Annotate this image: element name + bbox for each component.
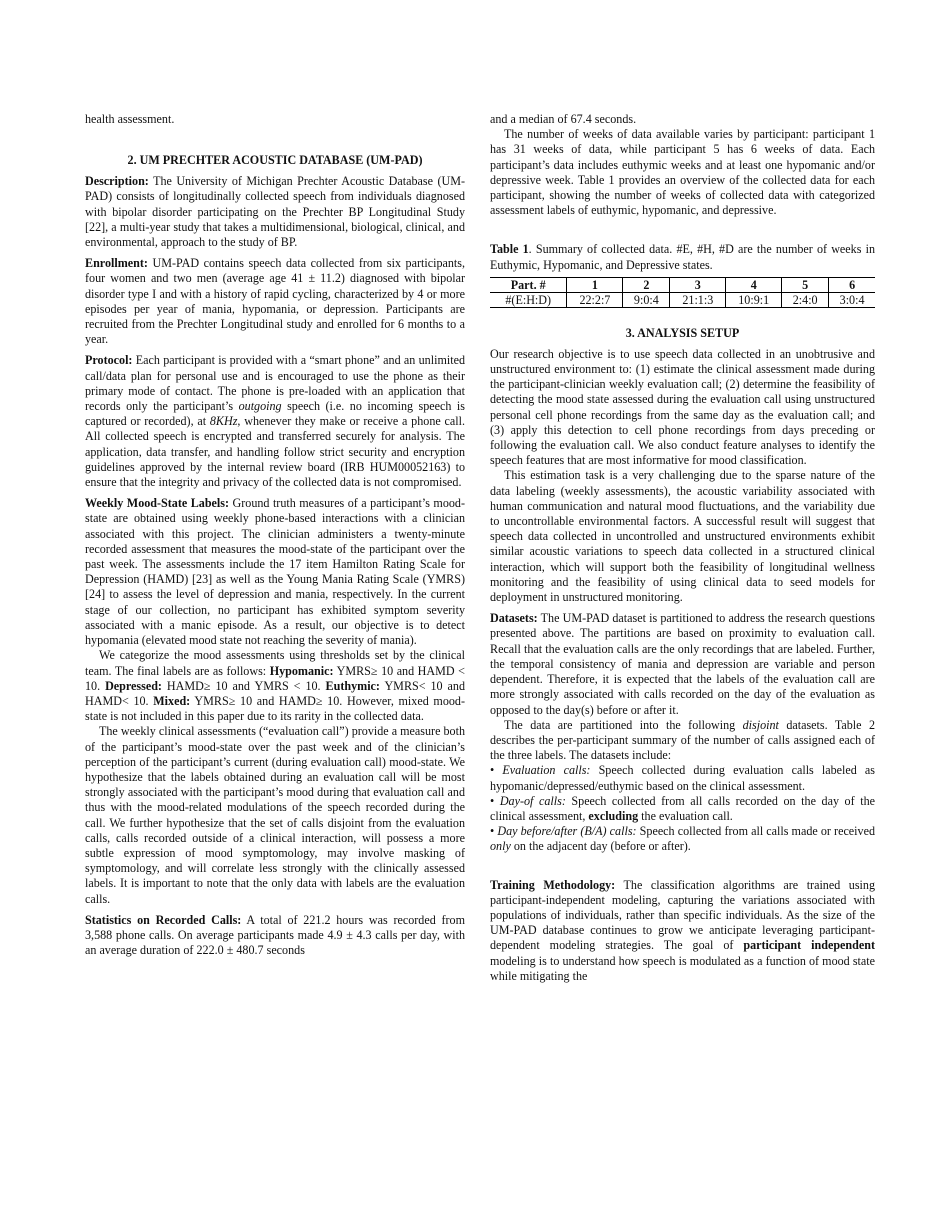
italic-text: only [490,839,511,854]
paragraph [490,763,875,793]
bold-text: Depressed: [105,678,162,693]
text: , whenever they make or receive a phone call. All collected speech is encrypted and transferred securely for analysis. The application, data transfer, and handling follow strict security and encryption guidelines approved by the internal review board (IRB HUM00052163) to ensure that the integrity and privacy of the collected data is not compromised. [85,414,465,490]
text: HAMD≥ 10 and YMRS < 10. [161,678,326,693]
column-header: 6 [829,277,875,292]
section-heading: 3. ANALYSIS SETUP [625,325,740,340]
column-header: 4 [726,277,782,292]
bold-text: Datasets: [490,611,538,626]
column-header: 2 [623,277,670,292]
bold-text: Weekly Mood-State Labels: [85,496,230,511]
column-header: Part. # [510,277,546,292]
table-cell: #(E:H:D) [505,292,552,307]
table-cell: 21:1:3 [670,292,726,307]
bold-text: excluding [588,808,639,823]
table-cell: 22:2:7 [567,292,623,307]
text: Speech collected during evaluation calls labeled as hypomanic/depressed/euthymic based on the clinical assessment. [490,763,876,793]
paragraph [490,347,875,469]
bold-text: Hypomanic: [269,663,334,678]
text: • [490,793,500,808]
column-header: 3 [670,277,726,292]
bold-text: Statistics on Recorded Calls: [85,912,242,927]
table-caption [490,242,875,272]
column-header: 1 [567,277,623,292]
bold-text: Enrollment: [85,256,148,271]
bold-text: Mixed: [153,693,191,708]
paragraph [490,824,875,854]
table-header-row [490,277,875,292]
text: the evaluation call. [638,808,733,823]
italic-text: Day before/after (B/A) calls: [497,824,637,839]
right-column [490,112,875,990]
paragraph [85,648,465,724]
section-heading: 2. UM PRECHTER ACOUSTIC DATABASE (UM-PAD) [127,153,423,168]
paragraph [490,127,875,218]
text: UM-PAD contains speech data collected from six participants, four women and two men (average age 41 ± 11.2) diagnosed with bipolar disorder type I and with a history of rapid cycling, characterized by 4 or more episodes per year of mania, hypomania, or depression. Participants are recruited from the Prechter Longitudinal study and enrolled for 6 months to a year. [85,256,465,347]
italic-text: disjoint [742,717,779,732]
table-cell: 10:9:1 [726,292,782,307]
text: The classification algorithms are trained using participant-independent modeling, capturing the variations associated with populations of individuals, rather than specific individuals. As the size of the UM-PAD database continues to grow we anticipate leveraging participant-dependent modeling strategies. The goal of [490,877,875,953]
paragraph [490,468,875,605]
text: We categorize the mood assessments using thresholds set by the clinical team. The final labels are as follows: [85,648,465,678]
text: datasets. Table 2 describes the per-participant summary of the number of calls assigned each of the three labels. The datasets include: [490,717,875,763]
bold-text: Description: [85,174,149,189]
text: YMRS≥ 10 and HAMD < 10. [85,663,465,693]
italic-text: 8KHz [209,414,238,429]
table-label: Table 1 [490,242,529,257]
table-row [490,292,875,307]
text: YMRS< 10 and HAMD< 10. [85,678,466,708]
table-cell: 9:0:4 [623,292,670,307]
paragraph [85,174,465,250]
text: health assessment. [85,112,175,126]
caption-text: . Summary of collected data. #E, #H, #D are the number of weeks in Euthymic, Hypomanic, and Depressive states. [490,242,875,272]
table-cell: 2:4:0 [782,292,829,307]
text: The number of weeks of data available varies by participant: participant 1 has 31 weeks of data, while participant 5 has 6 weeks of data. Each participant’s data includes euthymic weeks and at least one hypomanic and/or depressive week. Table 1 provides an overview of the collected data for each participant, showing the number of weeks of collected data with categorized assessment labels of euthymic, hypomanic, and depressive. [490,127,875,218]
paragraph [490,112,875,127]
table-cell: 3:0:4 [829,292,875,307]
text: The data are partitioned into the following [504,717,743,732]
paragraph [85,256,465,347]
text: speech (i.e. no incoming speech is captured or recorded), at [85,399,465,429]
italic-text: Day-of calls: [499,793,566,808]
paragraph [490,611,875,717]
text: on the adjacent day (before or after). [510,839,691,854]
paragraph [490,878,875,984]
text: • [490,763,503,778]
paragraph [85,496,465,648]
summary-table [490,277,875,308]
bold-text: Protocol: [85,353,133,368]
left-column [85,112,465,964]
paragraph [85,724,465,906]
paragraph [85,112,465,127]
text: The University of Michigan Prechter Acoustic Database (UM-PAD) consists of longitudinally collected speech from individuals diagnosed with bipolar disorder participating on the Prechter BP Longitudinal Study [22], a multi-year study that takes a multidimensional, biological, clinical, and environmental, approach to the study of BP. [85,174,465,250]
italic-text: Evaluation calls: [502,763,591,778]
text: This estimation task is a very challenging due to the sparse nature of the data labeling (weekly assessments), the acoustic variability associated with human communication and natural mood fluctuations, and the variability due to uncontrollable environmental factors. A successful result will suggest that speech data collected in uncontrolled and unstructured environments exhibit similar acoustic variations to speech data collected in a structured clinical interaction, which will support both the feasibility of longitudinal wellness monitoring and the feasibility of using clinical data to seed models for deployment in unstructured monitoring. [490,468,875,605]
text: The UM-PAD dataset is partitioned to address the research questions presented above. The partitions are based on proximity to evaluation call. Recall that the evaluation calls are the only recordings that are labeled. Further, the temporal consistency of mania and depression are variable and person dependent. Therefore, it is expected that the labels of the evaluation call are more strongly associated with calls recorded on the day of the evaluation as opposed to the day(s) before or after it. [490,611,875,717]
paragraph [85,913,465,959]
text: The weekly clinical assessments (“evaluation call”) provide a measure both of the participant’s mood-state over the past week and of the clinician’s perception of the participant’s current (during evaluation call) mood-state. We hypothesize that the labels obtained during an evaluation call will be most strongly associated with the participant’s mood during that evaluation call and thus with the mood-related modulations of the speech recorded during the call. We further hypothesize that the set of calls disjoint from the evaluation calls, calls recorded outside of a clinical interaction, will possess a more subtle expression of mood symptomology, may involve masking of symptomology, and will correlate less strongly with the clinically assessed labels. It is important to note that the only data with labels are the evaluation calls. [85,724,465,906]
bold-text: participant independent [743,938,875,953]
text: Ground truth measures of a participant’s mood-state are obtained using weekly phone-based interactions with a clinician associated with this project. The clinician administers a twenty-minute recorded assessment that measures the mood-state of the participant over the past week. The assessments include the 17 item Hamilton Rating Scale for Depression (HAMD) [23] as well as the Young Mania Rating Scale (YMRS) [24] to assess the level of depression and mania, respectively. In the current stage of our collection, no participant has exhibited symptom severity associated with a manic episode. As a result, our objective is to detect hypomania (elevated mood state not reaching the severity of mania). [85,496,465,648]
text: Each participant is provided with a “smart phone” and an unlimited call/data plan for personal use and is encouraged to use the phone as their primary mode of contact. The phone is pre-loaded with an application that records only the participant’s [85,353,465,414]
paragraph [85,353,465,490]
text: Our research objective is to use speech data collected in an unobtrusive and unstructured environment to: (1) estimate the clinical assessment made during the participant-clinician weekly evaluation call; (2) determine the feasibility of detecting the mood state assessed during the evaluation call using unstructured personal cell phone recordings from the same day as the evaluation call; and (3) apply this detection to cell phone recordings from days preceding or following the evaluation call. We also conduct feature analyses to identify the speech features that are most informative for mood classification. [490,346,875,468]
text: YMRS≥ 10 and HAMD≥ 10. However, mixed mood-state is not included in this paper due to its rarity in the collected data. [85,693,465,724]
text: and a median of 67.4 seconds. [490,112,637,126]
text: • [490,824,498,839]
text: Speech collected from all calls recorded on the day of the clinical assessment, [490,793,875,823]
text: modeling is to understand how speech is modulated as a function of mood state while mitigating the [490,953,875,983]
italic-text: outgoing [238,399,282,414]
column-header: 5 [782,277,829,292]
paragraph [490,794,875,824]
bold-text: Euthymic: [325,678,380,693]
spacer [490,855,875,870]
text: A total of 221.2 hours was recorded from 3,588 phone calls. On average participants made 4.9 ± 4.3 calls per day, with an average duration of 222.0 ± 480.7 seconds [85,912,466,958]
bold-text: Training Methodology: [490,877,616,892]
paragraph [490,718,875,764]
text: Speech collected from all calls made or received [636,824,876,839]
